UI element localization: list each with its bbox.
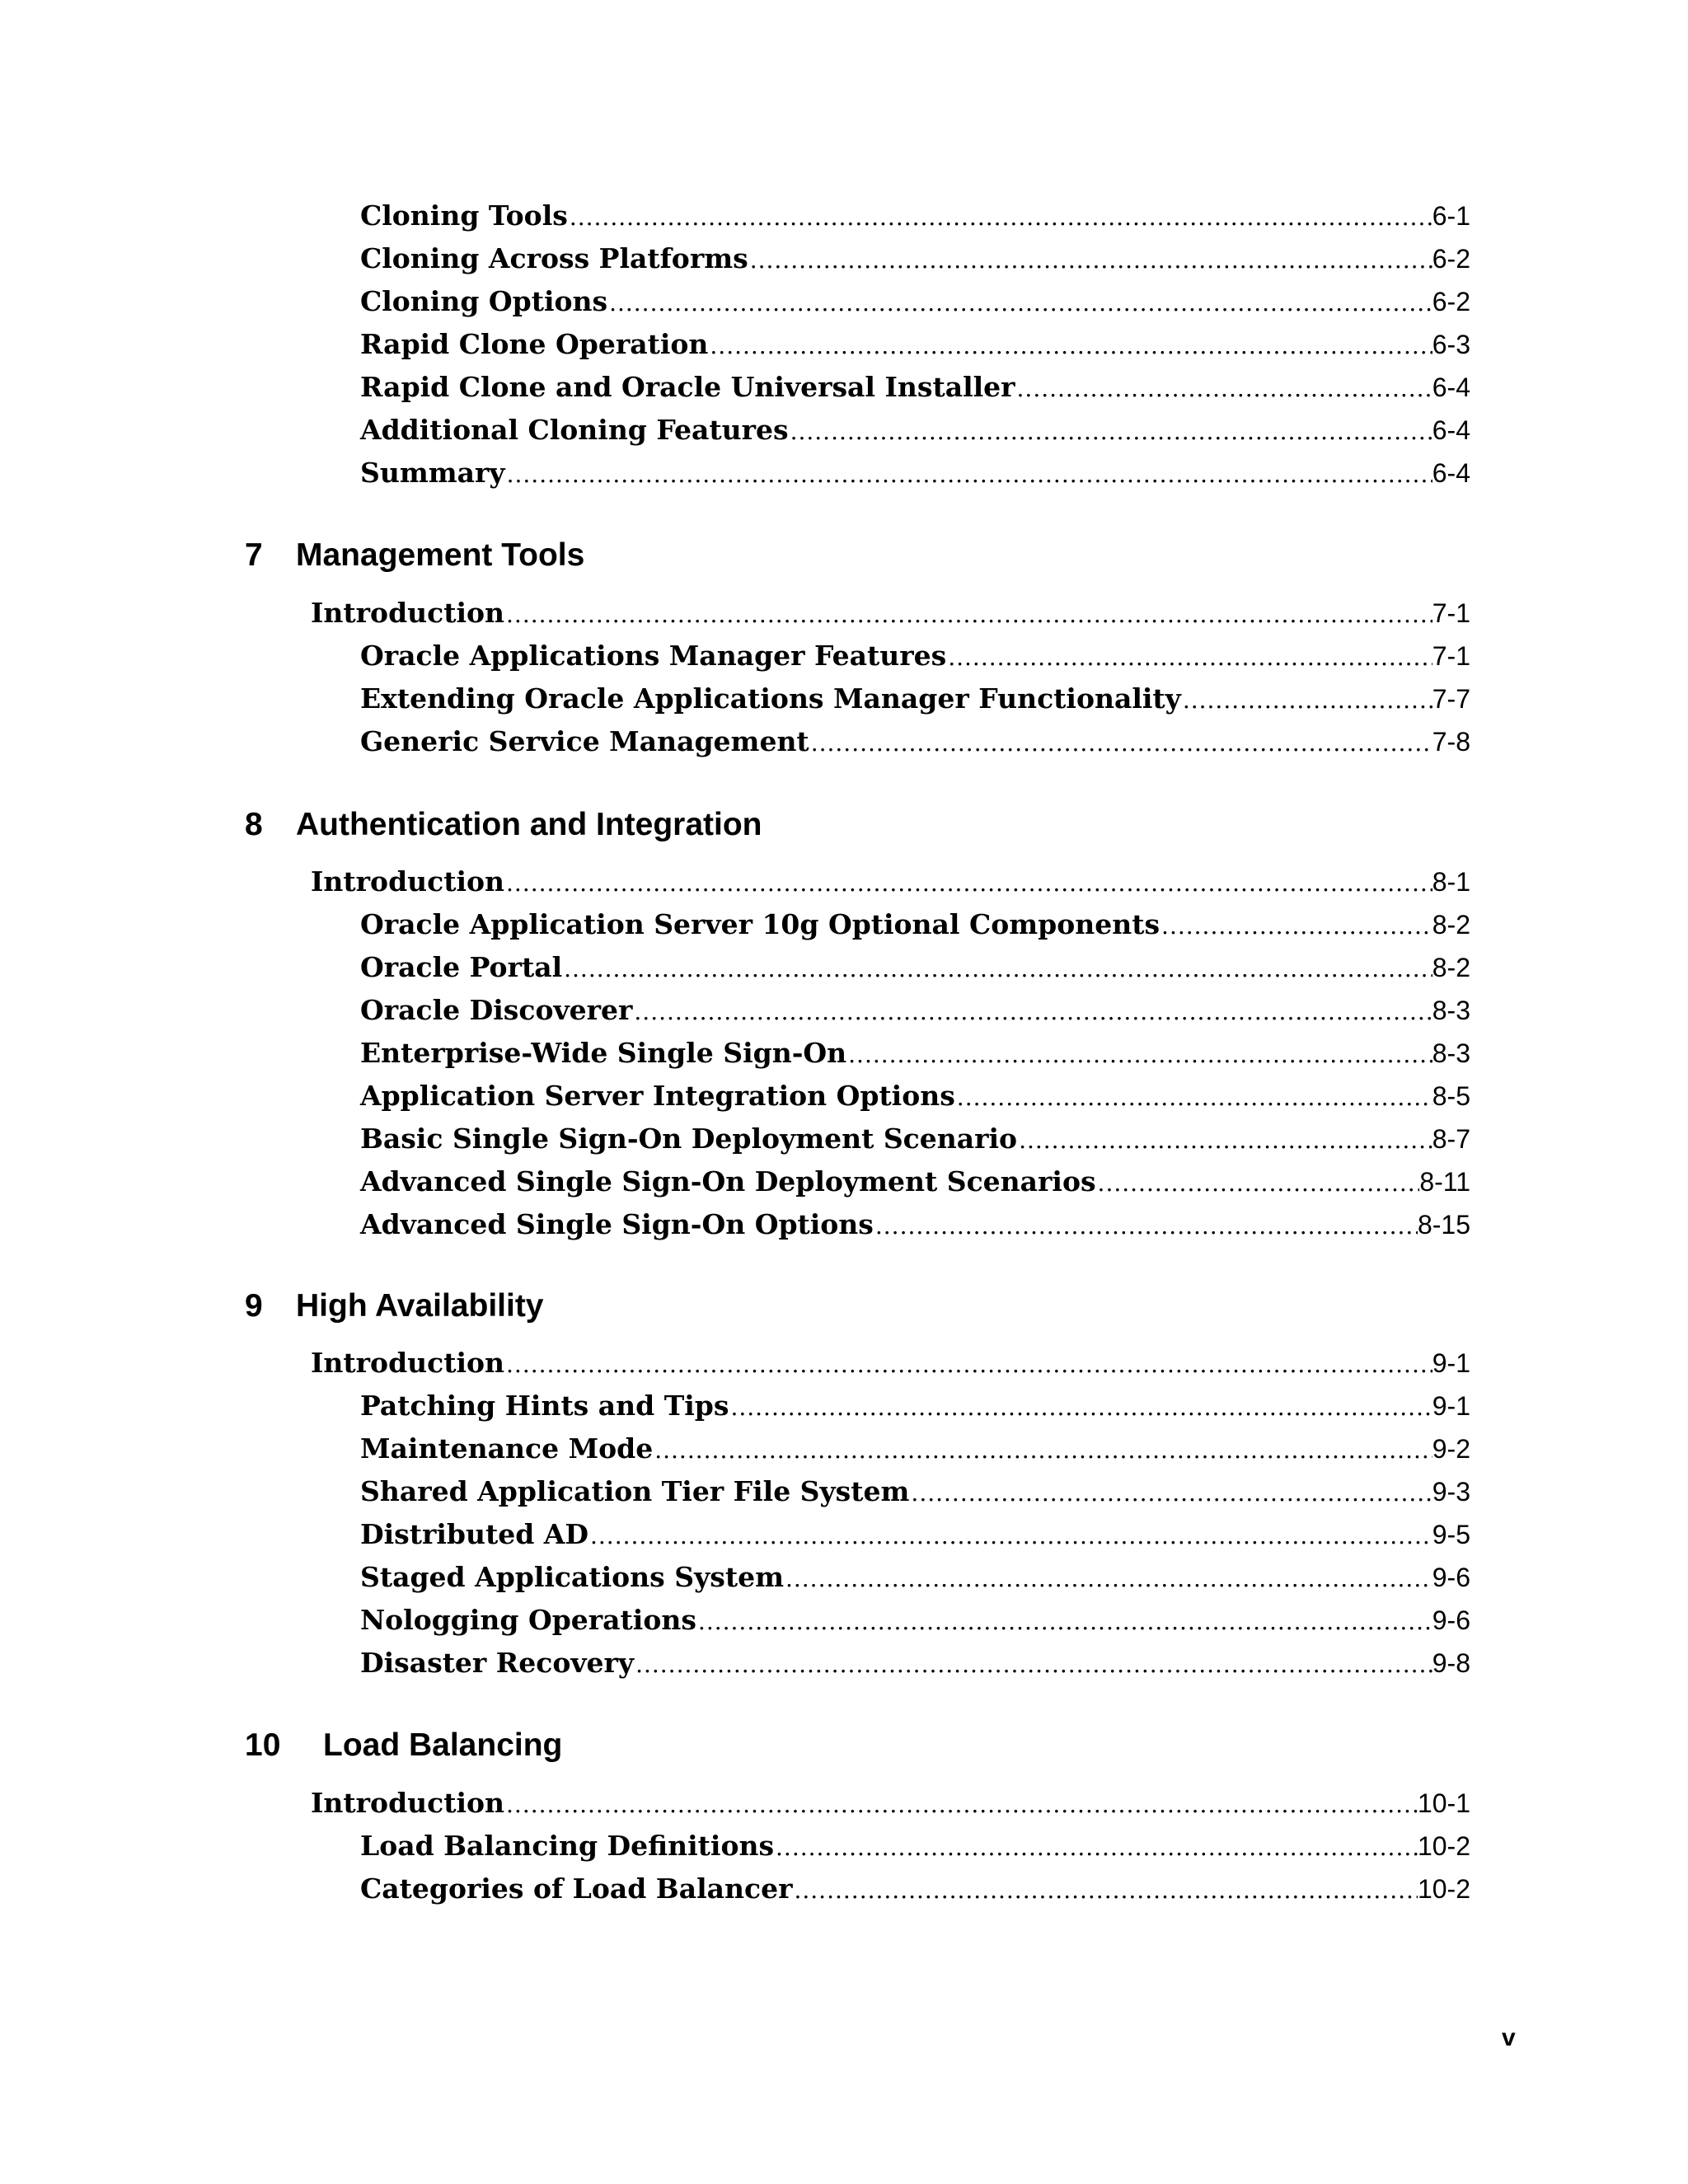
toc-leader	[1096, 1162, 1420, 1205]
toc-entry-page: 7-1	[1432, 598, 1470, 628]
toc-entry-title: Rapid Clone Operation	[360, 328, 709, 360]
chapter-heading[interactable]	[245, 804, 762, 846]
toc-entry[interactable]	[360, 1470, 1470, 1513]
toc-entry[interactable]	[360, 1075, 1470, 1118]
toc-entry-page: 9-2	[1432, 1434, 1470, 1464]
toc-entry-title: Basic Single Sign-On Deployment Scenario	[360, 1122, 1018, 1155]
toc-entry[interactable]	[360, 677, 1470, 720]
toc-entry[interactable]	[360, 903, 1470, 946]
toc-leader	[505, 453, 1432, 496]
toc-entry[interactable]	[360, 1032, 1470, 1075]
toc-entry-page: 8-11	[1419, 1167, 1470, 1197]
toc-leader	[909, 1472, 1432, 1515]
toc-leader	[504, 1343, 1432, 1386]
toc-entry-title: Maintenance Mode	[360, 1432, 654, 1465]
toc-entry[interactable]	[360, 1203, 1470, 1246]
toc-entry[interactable]	[360, 1599, 1470, 1642]
toc-entry-page: 8-7	[1432, 1124, 1470, 1154]
toc-entry-page: 9-5	[1432, 1520, 1470, 1549]
chapter-heading[interactable]	[245, 534, 584, 577]
toc-leader	[792, 1869, 1417, 1912]
toc-entry-title: Summary	[360, 457, 505, 489]
toc-leader	[1015, 368, 1432, 410]
toc-entry-page: 6-2	[1432, 287, 1470, 316]
toc-entry-page: 8-5	[1432, 1081, 1470, 1111]
toc-entry[interactable]	[360, 366, 1470, 409]
toc-leader	[729, 1386, 1432, 1429]
toc-entry-title: Patching Hints and Tips	[360, 1390, 729, 1422]
toc-entry[interactable]	[360, 1868, 1470, 1910]
toc-entry[interactable]	[360, 1118, 1470, 1160]
toc-entry[interactable]	[360, 946, 1470, 989]
toc-entry-title: Shared Application Tier File System	[360, 1475, 910, 1507]
toc-leader	[504, 1783, 1418, 1826]
toc-entry[interactable]	[360, 1825, 1470, 1868]
toc-entry-title: Cloning Across Platforms	[360, 242, 748, 274]
toc-entry[interactable]	[360, 1160, 1470, 1203]
toc-entry-page: 9-1	[1432, 1348, 1470, 1378]
toc-entry-page: 9-6	[1432, 1605, 1470, 1635]
toc-entry-title: Rapid Clone and Oracle Universal Installer	[360, 371, 1015, 403]
toc-entry-title: Introduction	[311, 1787, 505, 1819]
toc-entry-title: Advanced Single Sign-On Options	[360, 1208, 874, 1240]
toc-leader	[809, 722, 1432, 765]
toc-entry-page: 8-2	[1432, 953, 1470, 982]
toc-entry-page: 9-3	[1432, 1477, 1470, 1507]
toc-leader	[562, 948, 1432, 991]
toc-entry[interactable]	[311, 1782, 1470, 1825]
toc-entry-page: 6-1	[1432, 201, 1470, 231]
toc-entry-page: 7-8	[1432, 727, 1470, 757]
toc-leader	[504, 593, 1432, 636]
toc-entry[interactable]	[360, 1427, 1470, 1470]
toc-entry-page: 6-4	[1432, 373, 1470, 402]
toc-entry-page: 9-6	[1432, 1563, 1470, 1592]
toc-entry[interactable]	[360, 280, 1470, 323]
toc-leader	[504, 862, 1432, 905]
toc-leader	[784, 1558, 1432, 1601]
toc-entry-title: Load Balancing Definitions	[360, 1830, 775, 1862]
toc-entry-title: Introduction	[311, 1347, 505, 1379]
toc-entry-page: 7-7	[1432, 684, 1470, 714]
toc-entry-page: 8-2	[1432, 910, 1470, 940]
chapter-title: Management Tools	[296, 537, 585, 573]
toc-entry-title: Generic Service Management	[360, 725, 809, 757]
toc-entry-page: 9-8	[1432, 1648, 1470, 1678]
toc-entry[interactable]	[360, 452, 1470, 494]
toc-entry[interactable]	[311, 860, 1470, 903]
toc-leader	[696, 1601, 1432, 1643]
chapter-title: Load Balancing	[323, 1727, 563, 1763]
toc-leader	[774, 1826, 1418, 1869]
toc-leader	[748, 239, 1432, 282]
toc-entry[interactable]	[360, 194, 1470, 237]
toc-leader	[588, 1515, 1432, 1558]
chapter-title: High Availability	[296, 1288, 544, 1324]
toc-entry[interactable]	[360, 237, 1470, 280]
toc-entry-title: Cloning Options	[360, 285, 608, 317]
toc-entry-page: 8-3	[1432, 1038, 1470, 1068]
toc-leader	[789, 410, 1432, 453]
toc-entry-title: Staged Applications System	[360, 1561, 784, 1593]
toc-entry-page: 8-3	[1432, 996, 1470, 1025]
toc-entry-title: Advanced Single Sign-On Deployment Scenarios	[360, 1165, 1096, 1197]
toc-entry[interactable]	[360, 720, 1470, 763]
toc-entry-title: Disaster Recovery	[360, 1647, 635, 1679]
toc-entry[interactable]	[311, 592, 1470, 635]
toc-entry-page: 8-15	[1417, 1210, 1470, 1240]
toc-leader	[568, 196, 1432, 239]
toc-entry-title: Extending Oracle Applications Manager Functionality	[360, 682, 1181, 715]
toc-entry[interactable]	[360, 635, 1470, 677]
toc-entry[interactable]	[360, 989, 1470, 1032]
toc-entry[interactable]	[360, 1642, 1470, 1685]
toc-entry-page: 10-2	[1417, 1874, 1470, 1904]
page-number: v	[1502, 2024, 1516, 2051]
toc-entry-page: 6-4	[1432, 458, 1470, 488]
toc-entry-title: Oracle Discoverer	[360, 994, 633, 1026]
chapter-number: 10	[245, 1727, 281, 1763]
chapter-heading[interactable]	[245, 1285, 544, 1328]
toc-entry[interactable]	[360, 1513, 1470, 1556]
toc-leader	[607, 282, 1432, 325]
toc-entry[interactable]	[360, 323, 1470, 366]
toc-leader	[846, 1033, 1432, 1076]
toc-entry-title: Application Server Integration Options	[360, 1080, 955, 1112]
toc-entry-page: 9-1	[1432, 1391, 1470, 1421]
chapter-number: 9	[245, 1288, 263, 1324]
toc-entry-title: Categories of Load Balancer	[360, 1872, 793, 1905]
toc-entry-page: 6-4	[1432, 415, 1470, 445]
toc-leader	[708, 325, 1432, 368]
chapter-heading[interactable]	[245, 1724, 562, 1767]
toc-entry[interactable]	[360, 1556, 1470, 1599]
toc-entry[interactable]	[311, 1342, 1470, 1385]
toc-leader	[1017, 1119, 1432, 1162]
toc-leader	[632, 991, 1432, 1033]
toc-entry-page: 6-2	[1432, 244, 1470, 274]
toc-leader	[653, 1429, 1432, 1472]
toc-entry-title: Introduction	[311, 865, 505, 898]
toc-entry-page: 10-1	[1417, 1788, 1470, 1818]
toc-entry-page: 6-3	[1432, 330, 1470, 359]
toc-entry[interactable]	[360, 409, 1470, 452]
toc-entry-title: Cloning Tools	[360, 199, 568, 232]
toc-entry-title: Enterprise-Wide Single Sign-On	[360, 1037, 847, 1069]
toc-entry-title: Oracle Applications Manager Features	[360, 640, 947, 672]
toc-leader	[874, 1205, 1418, 1248]
chapter-number: 8	[245, 807, 263, 842]
toc-leader	[946, 636, 1432, 679]
toc-entry-title: Introduction	[311, 597, 505, 629]
toc-entry[interactable]	[360, 1385, 1470, 1427]
toc-entry-title: Nologging Operations	[360, 1604, 696, 1636]
toc-leader	[1181, 679, 1432, 722]
toc-entry-title: Distributed AD	[360, 1518, 588, 1550]
toc-leader	[955, 1076, 1432, 1119]
toc-entry-title: Oracle Portal	[360, 951, 563, 983]
toc-leader	[1160, 905, 1432, 948]
toc-entry-title: Oracle Application Server 10g Optional Components	[360, 908, 1160, 940]
toc-entry-page: 8-1	[1432, 867, 1470, 897]
toc-leader	[634, 1643, 1432, 1686]
chapter-title: Authentication and Integration	[296, 807, 762, 842]
chapter-number: 7	[245, 537, 263, 573]
toc-entry-title: Additional Cloning Features	[360, 414, 789, 446]
toc-entry-page: 7-1	[1432, 641, 1470, 671]
toc-entry-page: 10-2	[1417, 1831, 1470, 1861]
